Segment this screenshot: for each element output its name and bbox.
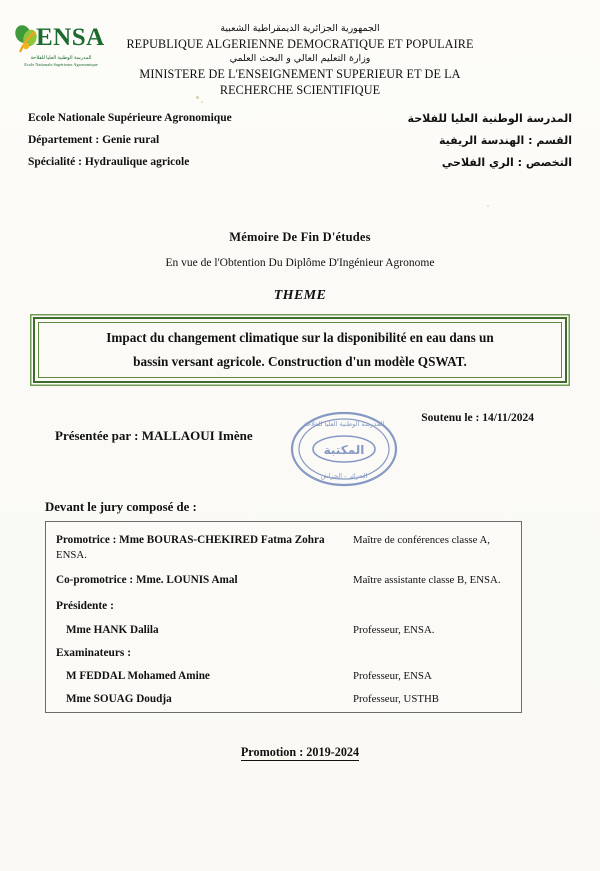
paper-speck [487,205,489,207]
jury-heading-presidente: Présidente : [56,600,114,612]
affiliation-specialty-fr: Spécialité : Hydraulique agricole [28,156,190,168]
logo-subtitle-ar: المدرسة الوطنية العليا للفلاحة [30,56,92,61]
jury-member-role: Maître de conférences classe A, [353,534,490,546]
jury-box [45,521,522,713]
header-line-fr-2: MINISTERE DE L'ENSEIGNEMENT SUPERIEUR ET DE LA [139,67,461,81]
jury-member-role: Maître assistante classe B, ENSA. [353,574,501,586]
promotion-line [0,745,600,760]
jury-member-name: M FEDDAL Mohamed Amine [66,670,210,682]
theme-box [33,317,567,383]
affiliation-specialty-ar: التخصص : الري الفلاحي [441,156,572,169]
logo-wordmark: ENSA [36,24,105,51]
promotion-text: Promotion : 2019-2024 [240,745,360,759]
library-stamp [288,410,400,488]
jury-member-role: Professeur, ENSA. [353,624,435,636]
affiliation-row [0,112,600,134]
theme-line-1: Impact du changement climatique sur la disponibilité en eau dans un [106,330,494,345]
memoire-title: Mémoire De Fin D'études [229,230,371,244]
jury-member-name: Mme HANK Dalila [66,624,159,636]
memoire-subtitle: En vue de l'Obtention Du Diplôme D'Ingénieur Agronome [165,257,435,269]
jury-member-role-cont: ENSA. [56,549,87,561]
logo-subtitle-fr: Ecole Nationale Supérieure Agronomique [24,62,98,67]
affiliation-row [0,134,600,156]
jury-member-name: Mme SOUAG Doudja [66,693,172,705]
theme-text [94,326,505,374]
svg-text:المدرسة الوطنية العليا للفلاحة: المدرسة الوطنية العليا للفلاحة [303,420,385,428]
memoire-block [0,230,600,269]
jury-member-role: Professeur, USTHB [353,693,439,705]
affiliation-department-fr: Département : Genie rural [28,134,160,146]
theme-line-2: bassin versant agricole. Construction d'un modèle QSWAT. [133,354,467,369]
jury-member-role: Professeur, ENSA [353,670,432,682]
jury-member-name: Co-promotrice : Mme. LOUNIS Amal [56,574,238,586]
header-line-fr-1: REPUBLIQUE ALGERIENNE DEMOCRATIQUE ET POPULAIRE [126,37,474,51]
svg-text:الجزائر - الحراش: الجزائر - الحراش [320,472,368,480]
affiliation-school-fr: Ecole Nationale Supérieure Agronomique [28,112,232,124]
paper-speck [201,101,203,103]
jury-title: Devant le jury composé de : [45,500,197,514]
presented-by: Présentée par : MALLAOUI Imène [55,428,253,443]
header-line-fr-3: RECHERCHE SCIENTIFIQUE [219,83,381,97]
jury-member-name: Promotrice : Mme BOURAS-CHEKIRED Fatma Zohra [56,534,325,546]
affiliation-row [0,156,600,178]
svg-text:المكتبة: المكتبة [323,443,365,457]
affiliation-school-ar: المدرسة الوطنية العليا للفلاحة [407,112,572,125]
header-line-ar-2: وزارة التعليم العالي و البحث العلمي [229,53,371,64]
defense-date: Soutenu le : 14/11/2024 [421,412,534,424]
theme-box-inner [38,322,562,378]
theme-label: THEME [273,288,327,303]
affiliation-block [0,112,600,176]
header-line-ar-1: الجمهورية الجزائرية الديمقراطية الشعبية [220,23,380,34]
jury-heading-examinateurs: Examinateurs : [56,647,131,659]
affiliation-department-ar: القسم : الهندسة الريفية [439,134,572,147]
document-header [0,22,600,98]
